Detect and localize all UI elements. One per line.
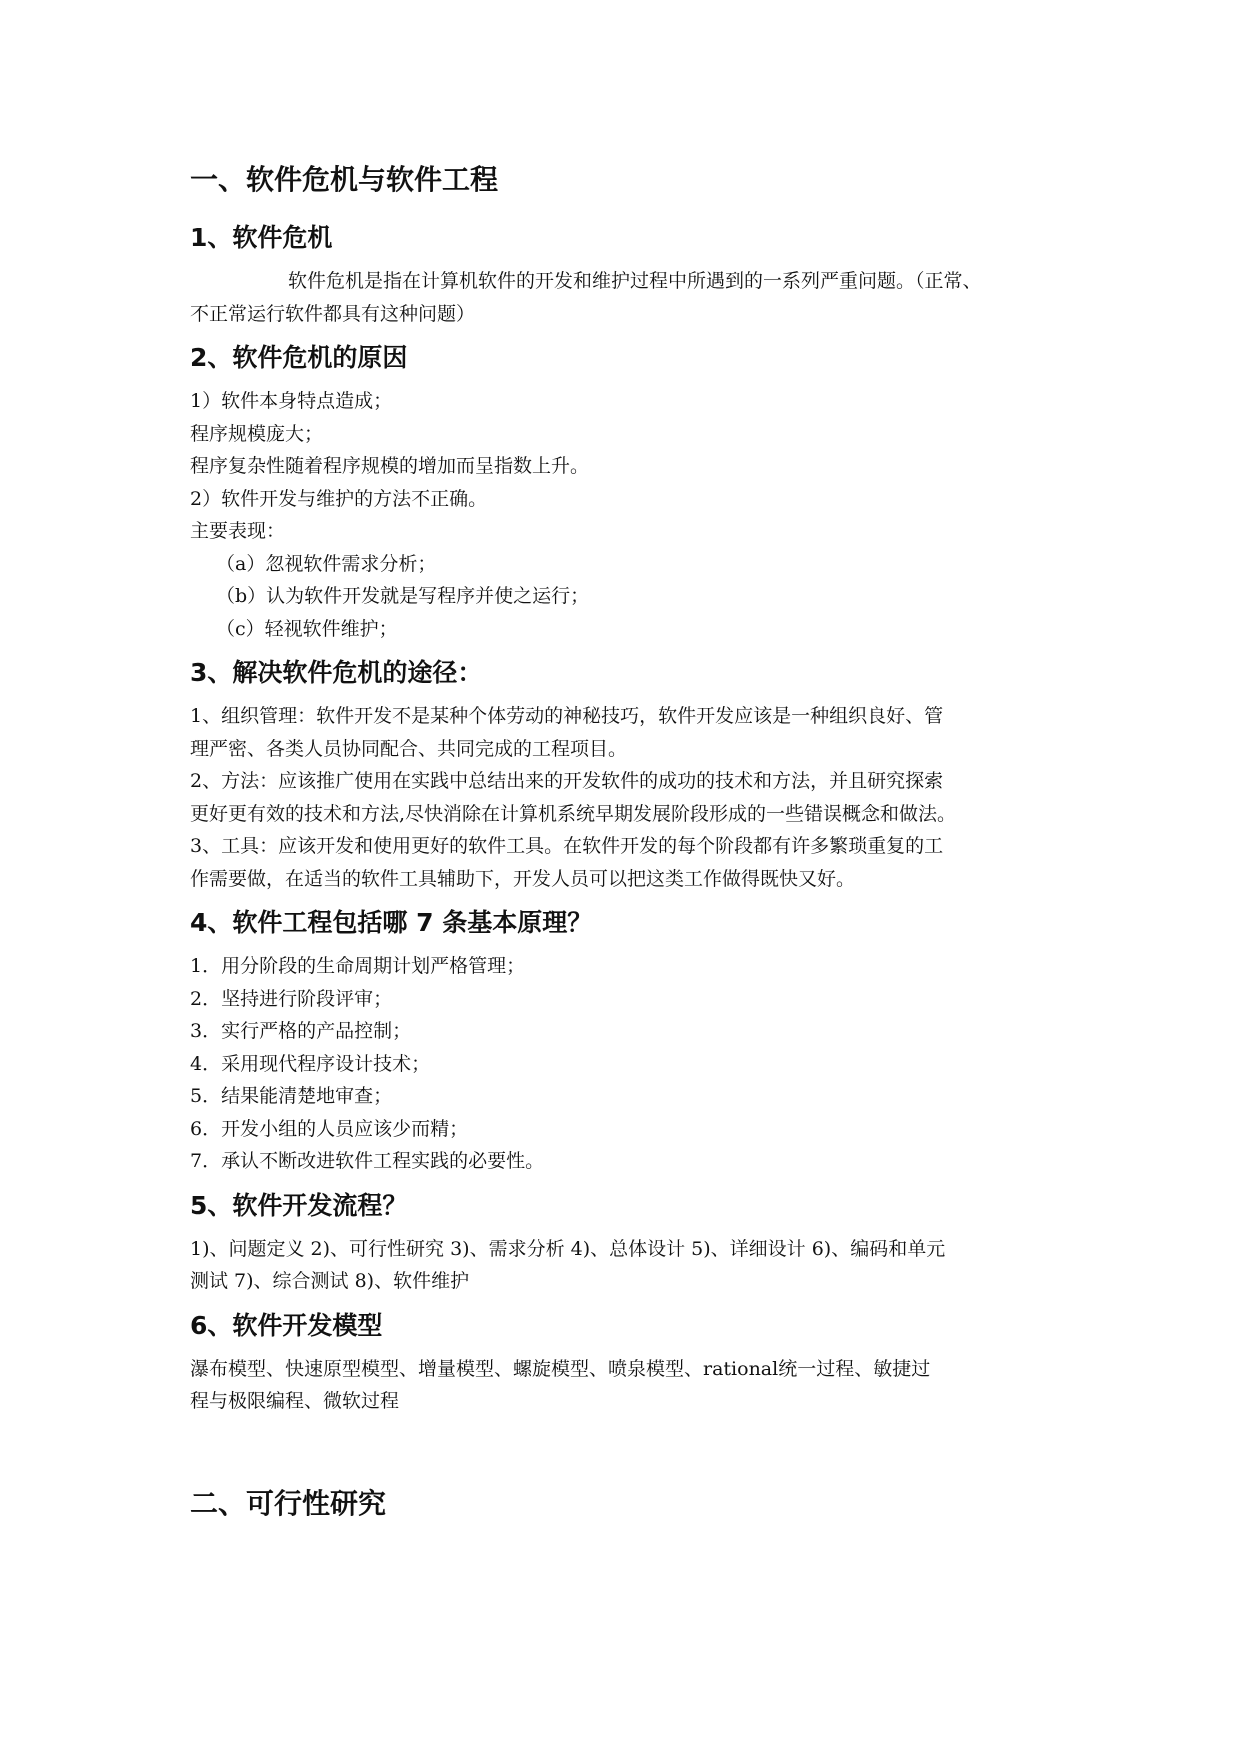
list-item: 7．承认不断改进软件工程实践的必要性。 [190,1150,545,1172]
paragraph-line: 瀑布模型、快速原型模型、增量模型、螺旋模型、喷泉模型、rational统一过程、敏捷过 [190,1357,931,1380]
list-item: 2．坚持进行阶段评审； [190,987,393,1010]
paragraph-line: 2、方法：应该推广使用在实践中总结出来的开发软件的成功的技术和方法，并且研究探索 [190,770,944,792]
paragraph-line: 主要表现： [190,520,286,542]
list-item: 3．实行严格的产品控制； [190,1020,412,1042]
section-4-title: 4、软件工程包括哪 7 条基本原理？ [190,908,593,937]
paragraph-line: 软件危机是指在计算机软件的开发和维护过程中所遇到的一系列严重问题。（正常、 [288,270,982,292]
paragraph-line: 更好更有效的技术和方法,尽快消除在计算机系统早期发展阶段形成的一些错误概念和做法。 [190,802,957,825]
section-1-title: 1、软件危机 [190,223,333,252]
paragraph-line: 3、工具：应该开发和使用更好的软件工具。在软件开发的每个阶段都有许多繁琐重复的工 [190,835,944,857]
chapter-1-title: 一、软件危机与软件工程 [190,163,499,196]
list-item: 5．结果能清楚地审查； [190,1085,393,1107]
paragraph-line: 不正常运行软件都具有这种问题） [190,302,476,325]
list-item: （b）认为软件开发就是写程序并使之运行； [216,585,590,607]
paragraph-line: 1）软件本身特点造成； [190,390,393,412]
paragraph-line: 程序复杂性随着程序规模的增加而呈指数上升。 [190,455,590,477]
section-3-title: 3、解决软件危机的途径： [190,658,483,687]
paragraph-line: 1)、问题定义 2)、可行性研究 3)、需求分析 4)、总体设计 5)、详细设计 6)、编码和单元 [190,1237,946,1260]
list-item: （a）忽视软件需求分析； [216,552,437,575]
list-item: 1．用分阶段的生命周期计划严格管理； [190,955,526,977]
paragraph-line: 2）软件开发与维护的方法不正确。 [190,487,488,510]
paragraph-line: 作需要做，在适当的软件工具辅助下，开发人员可以把这类工作做得既快又好。 [190,867,856,890]
section-2-title: 2、软件危机的原因 [190,343,408,372]
section-5-title: 5、软件开发流程？ [190,1190,408,1220]
section-6-title: 6、软件开发模型 [190,1310,383,1340]
paragraph-line: 测试 7)、综合测试 8)、软件维护 [190,1270,470,1292]
chapter-2-title: 二、可行性研究 [190,1486,387,1520]
list-item: （c）轻视软件维护； [216,617,398,640]
paragraph-line: 理严密、各类人员协同配合、共同完成的工程项目。 [190,737,628,760]
list-item: 6．开发小组的人员应该少而精； [190,1117,469,1140]
paragraph-line: 1、组织管理：软件开发不是某种个体劳动的神秘技巧，软件开发应该是一种组织良好、管 [190,705,944,727]
paragraph-line: 程与极限编程、微软过程 [190,1390,400,1412]
paragraph-line: 程序规模庞大； [190,422,324,445]
list-item: 4．采用现代程序设计技术； [190,1052,431,1075]
